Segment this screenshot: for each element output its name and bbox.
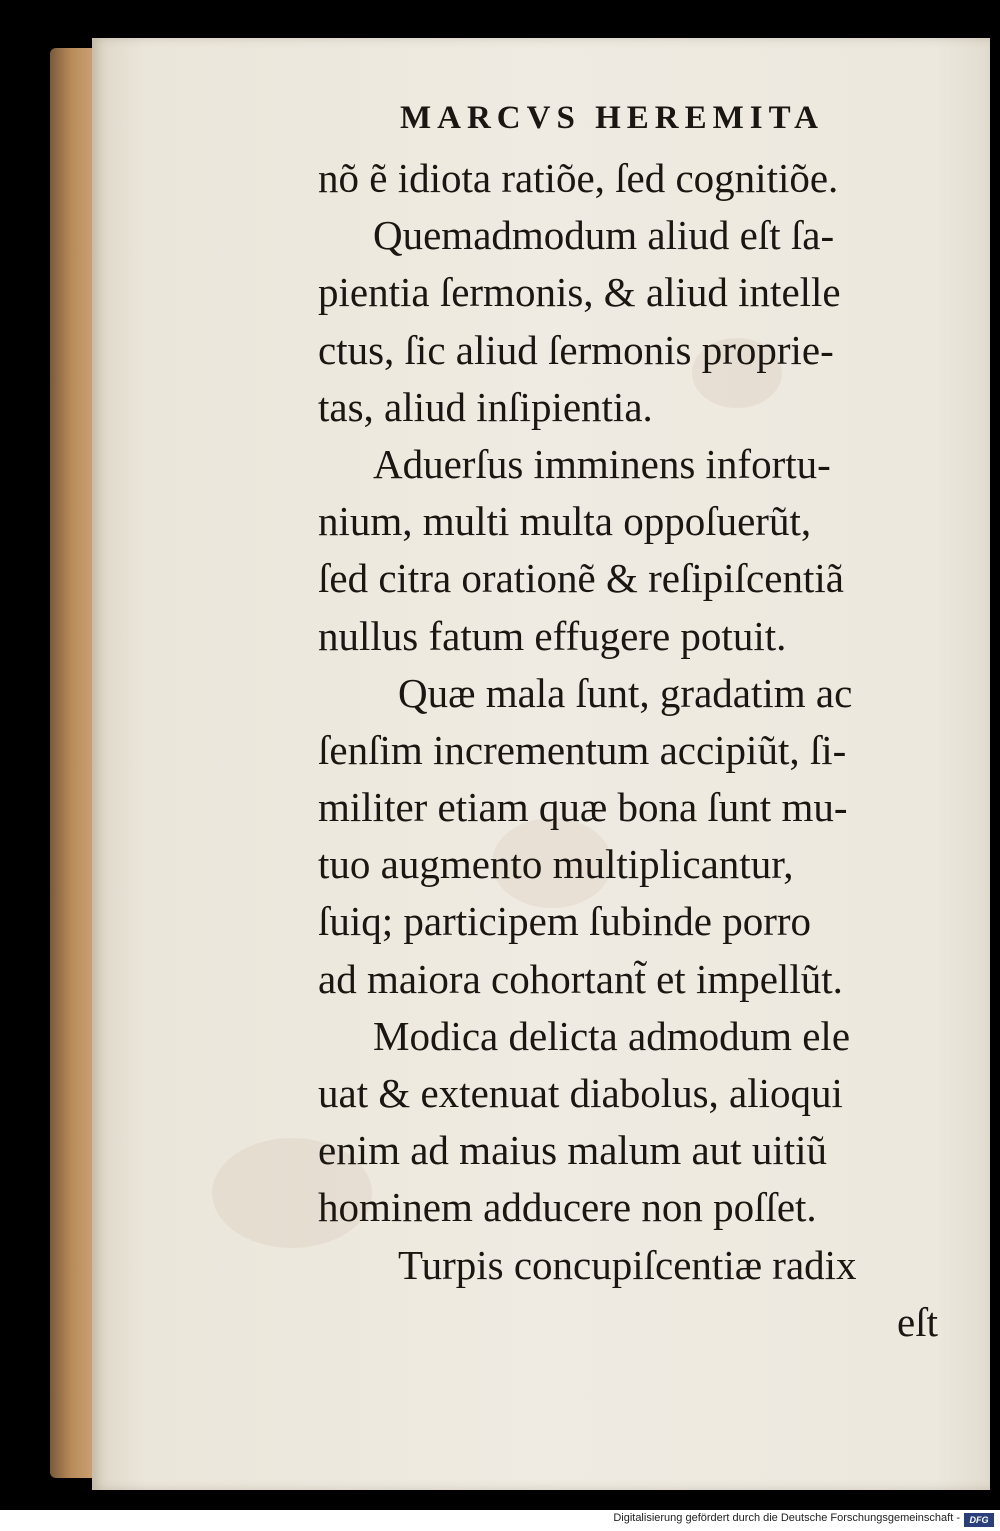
text-line: ctus, ſic aliud ſermonis proprie- <box>318 326 834 373</box>
text-line: eſt <box>897 1298 938 1345</box>
text-line: nõ ẽ idiota ratiõe, ſed cognitiõe. <box>318 155 839 201</box>
text-line: ad maiora cohortant̃ et impellũt. <box>318 955 843 1002</box>
text-line: Modica delicta admodum ele <box>373 1012 851 1059</box>
text-line: pientia ſermonis, & aliud intelle <box>318 269 841 316</box>
text-line: tas, aliud inſipientia. <box>318 383 653 430</box>
text-line: uat & extenuat diabolus, alioqui <box>318 1070 843 1116</box>
running-head: MARCVS HEREMITA <box>400 100 824 136</box>
text-line: militer etiam quæ bona ſunt mu- <box>318 784 848 831</box>
text-block <box>318 150 948 1351</box>
text-line: hominem adducere non poſſet. <box>318 1184 817 1231</box>
dfg-logo-icon: DFG <box>964 1513 994 1527</box>
text-line: Turpis concupiſcentiæ radix <box>398 1241 857 1288</box>
text-line: Aduerſus imminens infortu- <box>373 440 831 487</box>
text-line: nullus fatum effugere potuit. <box>318 612 787 659</box>
text-line: Quemadmodum aliud eſt ſa- <box>373 212 835 259</box>
footer-credit: Digitalisierung gefördert durch die Deutsche Forschungsgemeinschaft - <box>613 1512 960 1524</box>
text-line: ſuiq; participem ſubinde porro <box>318 898 812 945</box>
text-line: ſed citra orationẽ & reſipiſcentiã <box>318 555 844 602</box>
text-line: enim ad maius malum aut uitiũ <box>318 1127 827 1174</box>
text-line: ſenſim incrementum accipiũt, ſi- <box>318 726 847 773</box>
text-line: nium, multi multa oppoſuerũt, <box>318 498 812 545</box>
text-line: Quæ mala ſunt, gradatim ac <box>398 669 853 716</box>
text-line: tuo augmento multiplicantur, <box>318 841 794 888</box>
footer-bar <box>0 1510 1000 1531</box>
